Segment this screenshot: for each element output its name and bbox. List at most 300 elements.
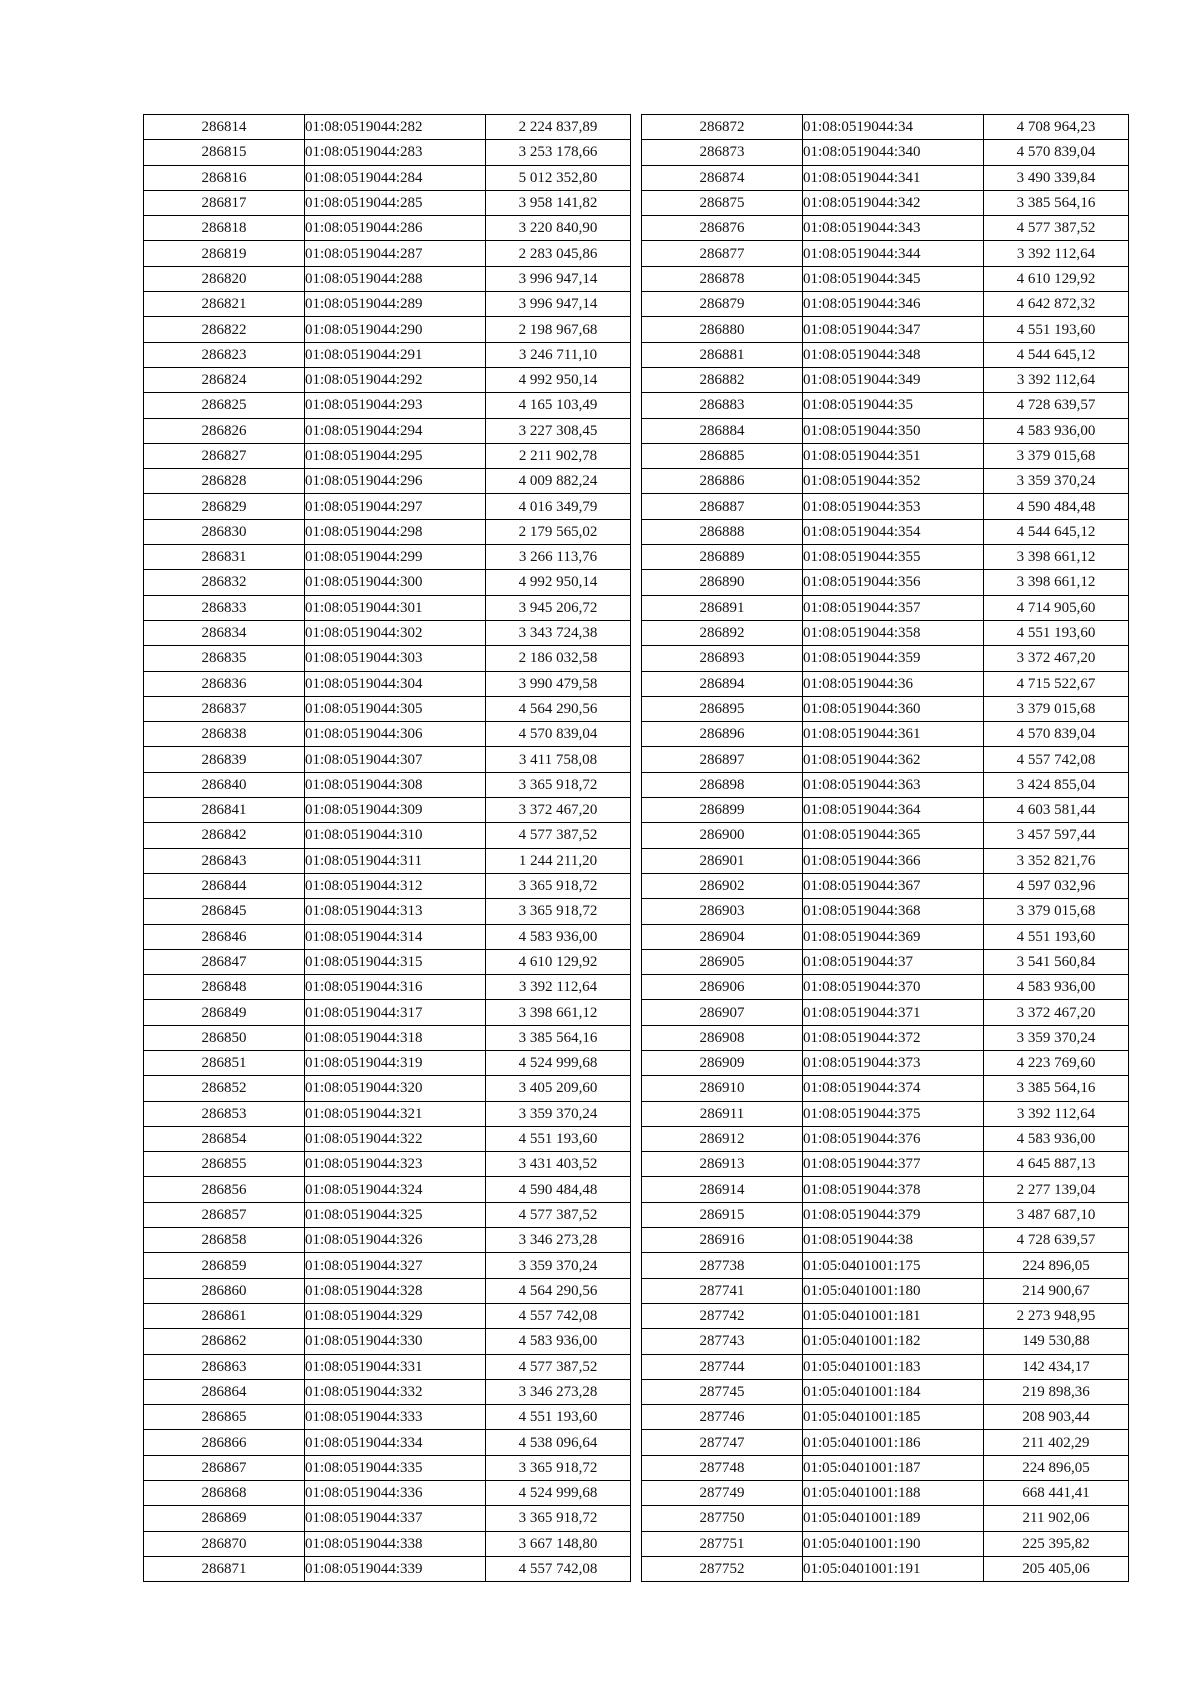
value-cell: 3 220 840,90 (486, 216, 631, 241)
value-cell: 4 570 839,04 (984, 140, 1129, 165)
cadastral-number-cell: 01:08:0519044:376 (803, 1126, 984, 1151)
cadastral-number-cell: 01:08:0519044:290 (305, 317, 486, 342)
cadastral-number-cell: 01:08:0519044:377 (803, 1152, 984, 1177)
value-cell: 3 385 564,16 (984, 190, 1129, 215)
value-cell: 3 385 564,16 (486, 1025, 631, 1050)
value-cell: 4 016 349,79 (486, 494, 631, 519)
value-cell: 3 398 661,12 (486, 1000, 631, 1025)
row-number-cell: 287743 (642, 1329, 803, 1354)
row-number-cell: 286862 (144, 1329, 305, 1354)
value-cell: 3 392 112,64 (486, 975, 631, 1000)
value-cell: 3 359 370,24 (486, 1101, 631, 1126)
cadastral-number-cell: 01:08:0519044:301 (305, 595, 486, 620)
cadastral-number-cell: 01:08:0519044:319 (305, 1050, 486, 1075)
value-cell: 4 524 999,68 (486, 1050, 631, 1075)
value-cell: 3 346 273,28 (486, 1379, 631, 1404)
row-number-cell: 286841 (144, 798, 305, 823)
table-row (642, 1506, 1129, 1531)
value-cell: 4 557 742,08 (984, 747, 1129, 772)
table-row (642, 1152, 1129, 1177)
cadastral-number-cell: 01:08:0519044:287 (305, 241, 486, 266)
value-cell: 4 551 193,60 (486, 1405, 631, 1430)
table-row (144, 494, 631, 519)
value-cell: 3 424 855,04 (984, 772, 1129, 797)
value-cell: 3 379 015,68 (984, 443, 1129, 468)
table-row (144, 747, 631, 772)
cadastral-number-cell: 01:08:0519044:309 (305, 798, 486, 823)
table-row (144, 1025, 631, 1050)
table-row (144, 1329, 631, 1354)
value-cell: 3 227 308,45 (486, 418, 631, 443)
value-cell: 3 392 112,64 (984, 241, 1129, 266)
table-row (642, 1025, 1129, 1050)
cadastral-number-cell: 01:08:0519044:304 (305, 671, 486, 696)
row-number-cell: 286909 (642, 1050, 803, 1075)
table-row (642, 696, 1129, 721)
table-row (642, 1278, 1129, 1303)
value-cell: 4 728 639,57 (984, 393, 1129, 418)
row-number-cell: 286832 (144, 570, 305, 595)
table-row (642, 519, 1129, 544)
value-cell: 3 372 467,20 (984, 1000, 1129, 1025)
cadastral-number-cell: 01:05:0401001:175 (803, 1253, 984, 1278)
row-number-cell: 286883 (642, 393, 803, 418)
row-number-cell: 286854 (144, 1126, 305, 1151)
table-row (642, 899, 1129, 924)
table-row (144, 1000, 631, 1025)
right-data-table (641, 114, 1129, 1582)
value-cell: 4 544 645,12 (984, 342, 1129, 367)
row-number-cell: 286849 (144, 1000, 305, 1025)
value-cell: 205 405,06 (984, 1556, 1129, 1581)
value-cell: 2 179 565,02 (486, 519, 631, 544)
row-number-cell: 286861 (144, 1303, 305, 1328)
value-cell: 4 577 387,52 (486, 1354, 631, 1379)
value-cell: 3 431 403,52 (486, 1152, 631, 1177)
table-row (144, 848, 631, 873)
cadastral-number-cell: 01:08:0519044:368 (803, 899, 984, 924)
row-number-cell: 286816 (144, 165, 305, 190)
row-number-cell: 286823 (144, 342, 305, 367)
table-row (642, 1379, 1129, 1404)
cadastral-number-cell: 01:08:0519044:379 (803, 1202, 984, 1227)
cadastral-number-cell: 01:08:0519044:353 (803, 494, 984, 519)
value-cell: 224 896,05 (984, 1455, 1129, 1480)
table-row (642, 1556, 1129, 1581)
value-cell: 2 283 045,86 (486, 241, 631, 266)
row-number-cell: 286886 (642, 469, 803, 494)
cadastral-number-cell: 01:08:0519044:372 (803, 1025, 984, 1050)
row-number-cell: 286891 (642, 595, 803, 620)
row-number-cell: 286856 (144, 1177, 305, 1202)
table-row (144, 1556, 631, 1581)
row-number-cell: 286874 (642, 165, 803, 190)
value-cell: 4 715 522,67 (984, 671, 1129, 696)
table-row (144, 1177, 631, 1202)
row-number-cell: 286894 (642, 671, 803, 696)
row-number-cell: 286833 (144, 595, 305, 620)
value-cell: 3 541 560,84 (984, 949, 1129, 974)
table-row (144, 1152, 631, 1177)
row-number-cell: 287752 (642, 1556, 803, 1581)
row-number-cell: 286815 (144, 140, 305, 165)
table-row (642, 924, 1129, 949)
table-row (144, 1253, 631, 1278)
cadastral-number-cell: 01:08:0519044:318 (305, 1025, 486, 1050)
row-number-cell: 286899 (642, 798, 803, 823)
cadastral-number-cell: 01:08:0519044:311 (305, 848, 486, 873)
table-row (642, 1303, 1129, 1328)
value-cell: 4 577 387,52 (984, 216, 1129, 241)
value-cell: 3 359 370,24 (984, 1025, 1129, 1050)
table-row (144, 342, 631, 367)
table-row (144, 798, 631, 823)
value-cell: 3 253 178,66 (486, 140, 631, 165)
row-number-cell: 286831 (144, 545, 305, 570)
value-cell: 3 372 467,20 (486, 798, 631, 823)
table-row (642, 1481, 1129, 1506)
row-number-cell: 286873 (642, 140, 803, 165)
row-number-cell: 287747 (642, 1430, 803, 1455)
row-number-cell: 287741 (642, 1278, 803, 1303)
cadastral-number-cell: 01:08:0519044:288 (305, 266, 486, 291)
table-row (144, 241, 631, 266)
row-number-cell: 286860 (144, 1278, 305, 1303)
table-row (642, 671, 1129, 696)
cadastral-number-cell: 01:08:0519044:357 (803, 595, 984, 620)
cadastral-number-cell: 01:08:0519044:294 (305, 418, 486, 443)
value-cell: 224 896,05 (984, 1253, 1129, 1278)
table-row (642, 570, 1129, 595)
value-cell: 4 570 839,04 (984, 722, 1129, 747)
row-number-cell: 286817 (144, 190, 305, 215)
table-row (642, 1329, 1129, 1354)
cadastral-number-cell: 01:08:0519044:354 (803, 519, 984, 544)
value-cell: 4 564 290,56 (486, 1278, 631, 1303)
value-cell: 219 898,36 (984, 1379, 1129, 1404)
cadastral-number-cell: 01:08:0519044:355 (803, 545, 984, 570)
cadastral-number-cell: 01:08:0519044:358 (803, 620, 984, 645)
cadastral-number-cell: 01:08:0519044:350 (803, 418, 984, 443)
row-number-cell: 286908 (642, 1025, 803, 1050)
row-number-cell: 286890 (642, 570, 803, 595)
value-cell: 3 990 479,58 (486, 671, 631, 696)
value-cell: 2 277 139,04 (984, 1177, 1129, 1202)
row-number-cell: 286910 (642, 1076, 803, 1101)
row-number-cell: 286847 (144, 949, 305, 974)
row-number-cell: 287742 (642, 1303, 803, 1328)
value-cell: 1 244 211,20 (486, 848, 631, 873)
value-cell: 4 992 950,14 (486, 570, 631, 595)
cadastral-number-cell: 01:08:0519044:349 (803, 367, 984, 392)
cadastral-number-cell: 01:05:0401001:180 (803, 1278, 984, 1303)
table-row (144, 646, 631, 671)
table-row (144, 1405, 631, 1430)
cadastral-number-cell: 01:08:0519044:331 (305, 1354, 486, 1379)
table-row (144, 1101, 631, 1126)
cadastral-number-cell: 01:08:0519044:303 (305, 646, 486, 671)
row-number-cell: 286905 (642, 949, 803, 974)
table-row (144, 1506, 631, 1531)
table-row (642, 646, 1129, 671)
table-row (144, 469, 631, 494)
value-cell: 2 211 902,78 (486, 443, 631, 468)
cadastral-number-cell: 01:08:0519044:326 (305, 1228, 486, 1253)
table-row (642, 798, 1129, 823)
value-cell: 3 667 148,80 (486, 1531, 631, 1556)
value-cell: 4 557 742,08 (486, 1303, 631, 1328)
cadastral-number-cell: 01:08:0519044:352 (803, 469, 984, 494)
cadastral-number-cell: 01:05:0401001:186 (803, 1430, 984, 1455)
cadastral-number-cell: 01:08:0519044:289 (305, 292, 486, 317)
row-number-cell: 286859 (144, 1253, 305, 1278)
table-row (144, 266, 631, 291)
value-cell: 3 352 821,76 (984, 848, 1129, 873)
row-number-cell: 286830 (144, 519, 305, 544)
row-number-cell: 286851 (144, 1050, 305, 1075)
left-data-table (143, 114, 631, 1582)
table-row (144, 1481, 631, 1506)
left-table-body (144, 115, 631, 1582)
table-row (144, 595, 631, 620)
table-row (144, 1278, 631, 1303)
row-number-cell: 286877 (642, 241, 803, 266)
table-row (642, 418, 1129, 443)
cadastral-number-cell: 01:08:0519044:310 (305, 823, 486, 848)
value-cell: 4 714 905,60 (984, 595, 1129, 620)
row-number-cell: 286850 (144, 1025, 305, 1050)
table-row (642, 1405, 1129, 1430)
row-number-cell: 286857 (144, 1202, 305, 1227)
row-number-cell: 286911 (642, 1101, 803, 1126)
value-cell: 4 583 936,00 (984, 418, 1129, 443)
row-number-cell: 286844 (144, 873, 305, 898)
value-cell: 4 557 742,08 (486, 1556, 631, 1581)
table-row (144, 823, 631, 848)
cadastral-number-cell: 01:08:0519044:36 (803, 671, 984, 696)
table-row (144, 519, 631, 544)
row-number-cell: 286821 (144, 292, 305, 317)
table-row (642, 1531, 1129, 1556)
value-cell: 4 610 129,92 (984, 266, 1129, 291)
row-number-cell: 286902 (642, 873, 803, 898)
cadastral-number-cell: 01:08:0519044:369 (803, 924, 984, 949)
table-row (642, 620, 1129, 645)
cadastral-number-cell: 01:08:0519044:323 (305, 1152, 486, 1177)
value-cell: 4 590 484,48 (984, 494, 1129, 519)
table-row (144, 671, 631, 696)
cadastral-number-cell: 01:08:0519044:334 (305, 1430, 486, 1455)
cadastral-number-cell: 01:08:0519044:341 (803, 165, 984, 190)
cadastral-number-cell: 01:08:0519044:313 (305, 899, 486, 924)
value-cell: 4 524 999,68 (486, 1481, 631, 1506)
cadastral-number-cell: 01:08:0519044:365 (803, 823, 984, 848)
value-cell: 4 992 950,14 (486, 367, 631, 392)
value-cell: 4 538 096,64 (486, 1430, 631, 1455)
row-number-cell: 286869 (144, 1506, 305, 1531)
value-cell: 668 441,41 (984, 1481, 1129, 1506)
value-cell: 4 223 769,60 (984, 1050, 1129, 1075)
row-number-cell: 286872 (642, 115, 803, 140)
value-cell: 3 457 597,44 (984, 823, 1129, 848)
row-number-cell: 286895 (642, 696, 803, 721)
table-row (642, 393, 1129, 418)
row-number-cell: 286868 (144, 1481, 305, 1506)
cadastral-number-cell: 01:08:0519044:370 (803, 975, 984, 1000)
row-number-cell: 286884 (642, 418, 803, 443)
row-number-cell: 286878 (642, 266, 803, 291)
cadastral-number-cell: 01:08:0519044:286 (305, 216, 486, 241)
table-row (642, 241, 1129, 266)
table-row (642, 545, 1129, 570)
table-row (144, 140, 631, 165)
row-number-cell: 286900 (642, 823, 803, 848)
row-number-cell: 286879 (642, 292, 803, 317)
row-number-cell: 286882 (642, 367, 803, 392)
row-number-cell: 286914 (642, 1177, 803, 1202)
value-cell: 214 900,67 (984, 1278, 1129, 1303)
table-row (144, 1531, 631, 1556)
cadastral-number-cell: 01:08:0519044:299 (305, 545, 486, 570)
table-row (642, 949, 1129, 974)
value-cell: 4 165 103,49 (486, 393, 631, 418)
table-row (144, 443, 631, 468)
row-number-cell: 286907 (642, 1000, 803, 1025)
table-row (144, 393, 631, 418)
cadastral-number-cell: 01:08:0519044:364 (803, 798, 984, 823)
row-number-cell: 287749 (642, 1481, 803, 1506)
value-cell: 4 551 193,60 (984, 317, 1129, 342)
cadastral-number-cell: 01:08:0519044:291 (305, 342, 486, 367)
cadastral-number-cell: 01:08:0519044:347 (803, 317, 984, 342)
row-number-cell: 286824 (144, 367, 305, 392)
row-number-cell: 286898 (642, 772, 803, 797)
table-row (642, 1177, 1129, 1202)
row-number-cell: 287748 (642, 1455, 803, 1480)
cadastral-number-cell: 01:08:0519044:38 (803, 1228, 984, 1253)
table-row (642, 1126, 1129, 1151)
row-number-cell: 286829 (144, 494, 305, 519)
value-cell: 3 996 947,14 (486, 292, 631, 317)
cadastral-number-cell: 01:08:0519044:295 (305, 443, 486, 468)
value-cell: 4 728 639,57 (984, 1228, 1129, 1253)
row-number-cell: 286906 (642, 975, 803, 1000)
cadastral-number-cell: 01:08:0519044:373 (803, 1050, 984, 1075)
table-row (144, 1228, 631, 1253)
row-number-cell: 286867 (144, 1455, 305, 1480)
row-number-cell: 286825 (144, 393, 305, 418)
row-number-cell: 287746 (642, 1405, 803, 1430)
value-cell: 3 996 947,14 (486, 266, 631, 291)
cadastral-number-cell: 01:08:0519044:351 (803, 443, 984, 468)
value-cell: 3 385 564,16 (984, 1076, 1129, 1101)
table-row (642, 722, 1129, 747)
table-row (642, 1000, 1129, 1025)
table-row (144, 975, 631, 1000)
table-row (642, 1050, 1129, 1075)
value-cell: 4 610 129,92 (486, 949, 631, 974)
table-row (144, 545, 631, 570)
table-row (642, 873, 1129, 898)
row-number-cell: 286855 (144, 1152, 305, 1177)
value-cell: 3 490 339,84 (984, 165, 1129, 190)
cadastral-number-cell: 01:08:0519044:328 (305, 1278, 486, 1303)
value-cell: 3 372 467,20 (984, 646, 1129, 671)
row-number-cell: 286814 (144, 115, 305, 140)
cadastral-number-cell: 01:08:0519044:307 (305, 747, 486, 772)
cadastral-number-cell: 01:08:0519044:348 (803, 342, 984, 367)
row-number-cell: 286912 (642, 1126, 803, 1151)
table-row (144, 190, 631, 215)
table-row (144, 620, 631, 645)
row-number-cell: 286858 (144, 1228, 305, 1253)
row-number-cell: 286835 (144, 646, 305, 671)
cadastral-number-cell: 01:05:0401001:183 (803, 1354, 984, 1379)
cadastral-number-cell: 01:08:0519044:329 (305, 1303, 486, 1328)
row-number-cell: 286864 (144, 1379, 305, 1404)
row-number-cell: 286916 (642, 1228, 803, 1253)
value-cell: 4 583 936,00 (486, 924, 631, 949)
value-cell: 3 945 206,72 (486, 595, 631, 620)
cadastral-number-cell: 01:08:0519044:360 (803, 696, 984, 721)
cadastral-number-cell: 01:08:0519044:339 (305, 1556, 486, 1581)
cadastral-number-cell: 01:08:0519044:342 (803, 190, 984, 215)
cadastral-number-cell: 01:08:0519044:35 (803, 393, 984, 418)
cadastral-number-cell: 01:08:0519044:374 (803, 1076, 984, 1101)
cadastral-number-cell: 01:05:0401001:182 (803, 1329, 984, 1354)
table-row (642, 1253, 1129, 1278)
value-cell: 3 379 015,68 (984, 696, 1129, 721)
row-number-cell: 286870 (144, 1531, 305, 1556)
cadastral-number-cell: 01:08:0519044:346 (803, 292, 984, 317)
table-row (642, 1228, 1129, 1253)
value-cell: 4 597 032,96 (984, 873, 1129, 898)
cadastral-number-cell: 01:08:0519044:315 (305, 949, 486, 974)
row-number-cell: 286819 (144, 241, 305, 266)
table-row (642, 115, 1129, 140)
cadastral-number-cell: 01:08:0519044:296 (305, 469, 486, 494)
value-cell: 4 642 872,32 (984, 292, 1129, 317)
table-row (642, 1202, 1129, 1227)
cadastral-number-cell: 01:08:0519044:332 (305, 1379, 486, 1404)
value-cell: 3 487 687,10 (984, 1202, 1129, 1227)
row-number-cell: 286836 (144, 671, 305, 696)
value-cell: 3 365 918,72 (486, 1455, 631, 1480)
cadastral-number-cell: 01:08:0519044:327 (305, 1253, 486, 1278)
row-number-cell: 286901 (642, 848, 803, 873)
table-row (642, 165, 1129, 190)
value-cell: 3 398 661,12 (984, 545, 1129, 570)
cadastral-number-cell: 01:08:0519044:367 (803, 873, 984, 898)
table-row (144, 924, 631, 949)
row-number-cell: 286887 (642, 494, 803, 519)
value-cell: 3 365 918,72 (486, 873, 631, 898)
table-row (642, 772, 1129, 797)
row-number-cell: 286827 (144, 443, 305, 468)
value-cell: 4 544 645,12 (984, 519, 1129, 544)
value-cell: 3 266 113,76 (486, 545, 631, 570)
cadastral-number-cell: 01:08:0519044:320 (305, 1076, 486, 1101)
table-row (642, 292, 1129, 317)
value-cell: 3 398 661,12 (984, 570, 1129, 595)
row-number-cell: 286820 (144, 266, 305, 291)
row-number-cell: 286880 (642, 317, 803, 342)
row-number-cell: 286904 (642, 924, 803, 949)
cadastral-number-cell: 01:08:0519044:34 (803, 115, 984, 140)
value-cell: 4 583 936,00 (486, 1329, 631, 1354)
cadastral-number-cell: 01:08:0519044:363 (803, 772, 984, 797)
row-number-cell: 286852 (144, 1076, 305, 1101)
